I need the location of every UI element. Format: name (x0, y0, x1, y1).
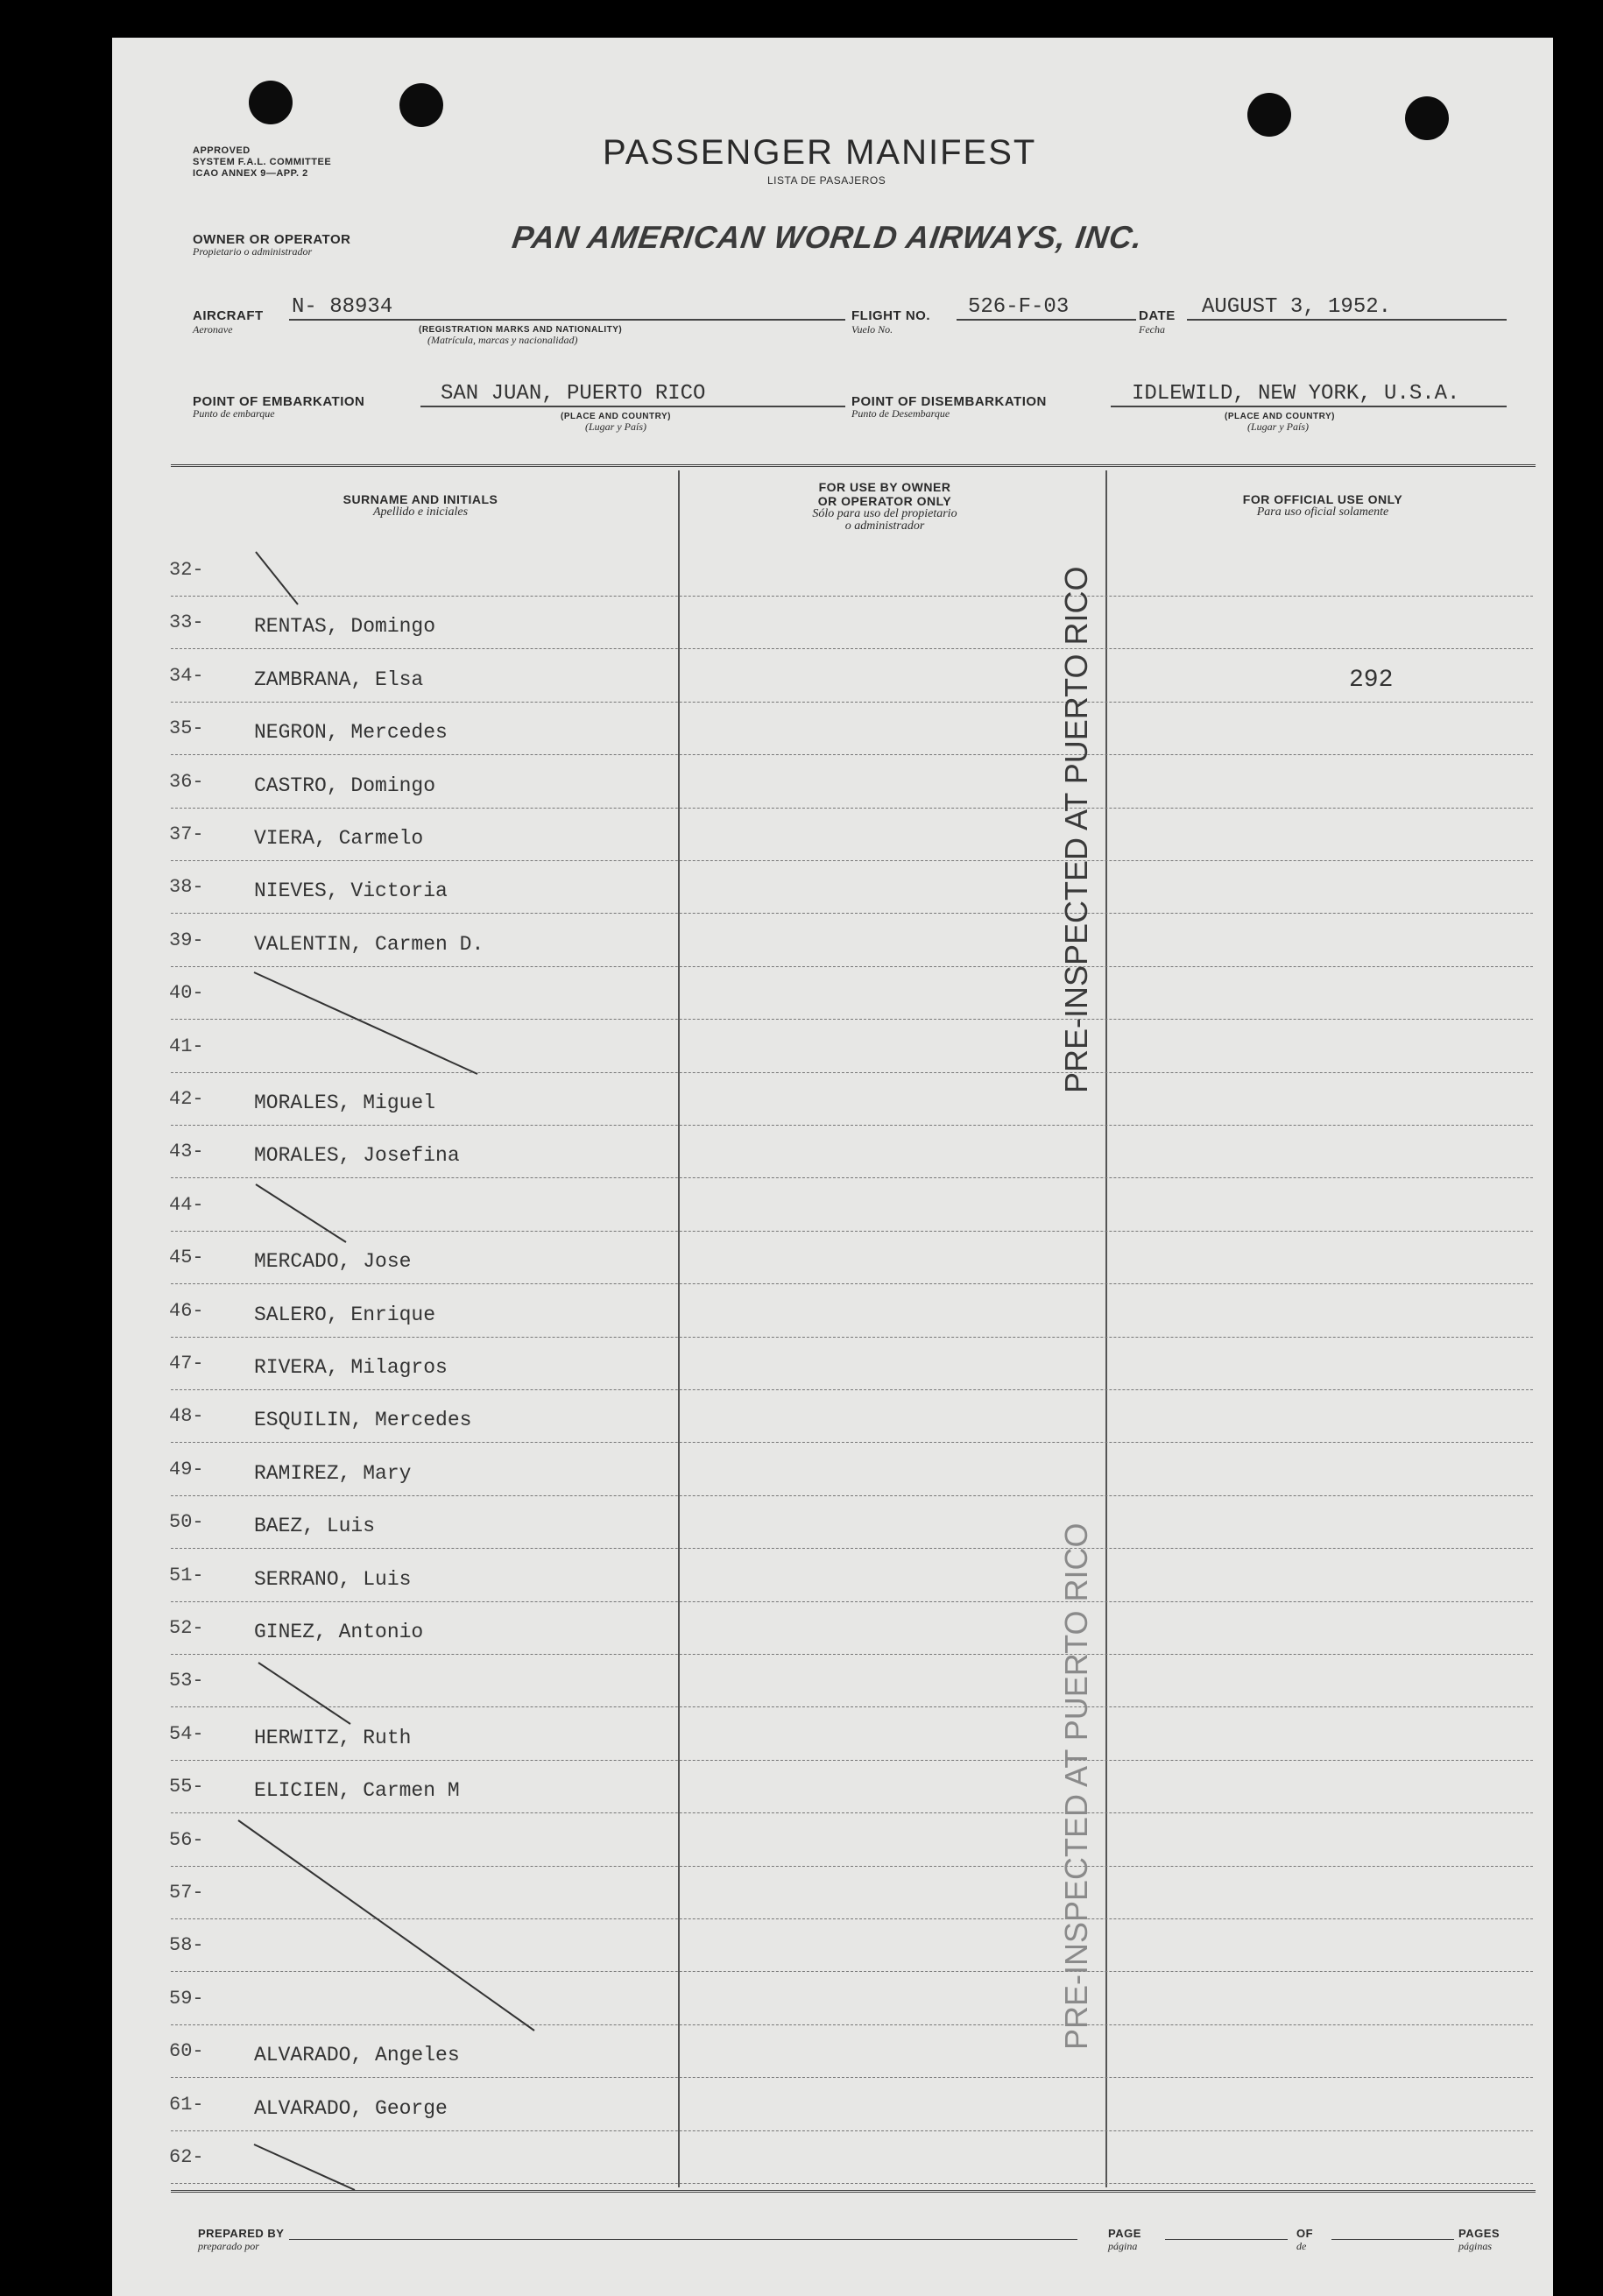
strike-line-56-59 (238, 1820, 534, 2031)
row-number: 54- (169, 1722, 204, 1745)
passenger-name: HERWITZ, Ruth (254, 1726, 412, 1749)
date-label-es: Fecha (1139, 323, 1165, 336)
passenger-name: MORALES, Miguel (254, 1091, 436, 1114)
of-block (1296, 2227, 1313, 2252)
row-number: 55- (169, 1776, 204, 1798)
row-number: 57- (169, 1882, 204, 1904)
disembark-value: IDLEWILD, NEW YORK, U.S.A. (1132, 382, 1460, 406)
passenger-name: ALVARADO, Angeles (254, 2044, 460, 2067)
page-label-es: página (1108, 2240, 1138, 2252)
flight-label: FLIGHT NO. (851, 308, 930, 323)
passenger-name: MERCADO, Jose (254, 1250, 412, 1274)
disembark-note: (PLACE AND COUNTRY) (1225, 412, 1335, 421)
row-number: 47- (169, 1353, 204, 1374)
strike-line-40-41 (254, 972, 477, 1074)
disembark-label-es: Punto de Desembarque (851, 407, 950, 420)
passenger-name: GINEZ, Antonio (254, 1621, 424, 1643)
page-block (1108, 2227, 1141, 2252)
row-number: 59- (169, 1987, 204, 2010)
passenger-name: RENTAS, Domingo (254, 615, 436, 639)
row-number: 53- (169, 1670, 204, 1692)
passenger-name: NIEVES, Victoria (254, 880, 448, 903)
flight-value: 526-F-03 (968, 295, 1070, 319)
passenger-name: ESQUILIN, Mercedes (254, 1409, 472, 1432)
col-header-owner-es-1: Sólo para uso del propietario (812, 507, 957, 520)
row-number: 41- (169, 1035, 204, 1057)
embark-label-es: Punto de embarque (193, 407, 275, 420)
row-number: 36- (169, 770, 204, 793)
row-number: 56- (169, 1828, 204, 1851)
aircraft-label: AIRCRAFT (193, 308, 264, 323)
col-header-official-es: Para uso oficial solamente (1256, 505, 1389, 519)
row-number: 51- (169, 1564, 204, 1586)
pages-label: PAGES (1458, 2227, 1501, 2240)
page-subtitle: LISTA DE PASAJEROS (767, 174, 886, 187)
passenger-name: ELICIEN, Carmen M (254, 1779, 460, 1803)
col-header-surname-es: Apellido e iniciales (372, 505, 469, 519)
approved-line-3: ICAO ANNEX 9—APP. 2 (193, 168, 308, 179)
strike-line-44 (256, 1184, 346, 1242)
row-number: 34- (169, 664, 204, 687)
row-number: 32- (169, 559, 204, 581)
row-number: 52- (169, 1617, 204, 1639)
page-title: PASSENGER MANIFEST (603, 133, 1037, 172)
date-label: DATE (1139, 308, 1176, 323)
embark-value: SAN JUAN, PUERTO RICO (441, 382, 706, 406)
row-number: 44- (169, 1193, 204, 1216)
passenger-name: VIERA, Carmelo (254, 827, 424, 850)
passenger-name: NEGRON, Mercedes (254, 721, 448, 745)
row-number: 50- (169, 1511, 204, 1534)
passenger-name: BAEZ, Luis (254, 1515, 376, 1538)
date-value: AUGUST 3, 1952. (1202, 295, 1392, 319)
col-header-surname-en: SURNAME AND INITIALS (342, 492, 498, 506)
of-label: OF (1296, 2227, 1314, 2240)
prepared-by-block (198, 2227, 284, 2252)
page-underline (1165, 2239, 1288, 2240)
row-number: 60- (169, 2040, 204, 2063)
embark-note-es: (Lugar y País) (585, 420, 646, 433)
passenger-name: VALENTIN, Carmen D. (254, 932, 484, 956)
col-header-owner-en-1: FOR USE BY OWNER (818, 480, 951, 494)
of-underline (1331, 2239, 1454, 2240)
row-number: 37- (169, 823, 204, 845)
pages-block (1458, 2227, 1500, 2252)
passenger-name: ZAMBRANA, Elsa (254, 668, 424, 691)
prepared-by-underline (289, 2239, 1077, 2240)
row-number: 38- (169, 876, 204, 899)
owner-label-es: Propietario o administrador (193, 245, 313, 258)
row-number: 42- (169, 1088, 204, 1110)
embark-label: POINT OF EMBARKATION (193, 394, 365, 409)
row-number: 39- (169, 929, 204, 951)
row-number: 46- (169, 1299, 204, 1322)
row-number: 45- (169, 1247, 204, 1269)
preinspected-stamp-lower: PRE-INSPECTED AT PUERTO RICO (1058, 1522, 1094, 2050)
row-number: 58- (169, 1934, 204, 1957)
prepared-by-label-es: preparado por (198, 2240, 259, 2252)
row-number: 33- (169, 611, 204, 634)
passenger-name: RIVERA, Milagros (254, 1356, 448, 1379)
col-header-owner-en-2: OR OPERATOR ONLY (817, 494, 952, 508)
passenger-name: MORALES, Josefina (254, 1144, 460, 1168)
page-label: PAGE (1108, 2227, 1141, 2240)
row-number: 62- (169, 2146, 204, 2168)
owner-label: OWNER OR OPERATOR (193, 232, 351, 247)
disembark-note-es: (Lugar y País) (1247, 420, 1309, 433)
aircraft-note-es: (Matrícula, marcas y nacionalidad) (427, 334, 578, 346)
strike-line-62 (254, 2144, 355, 2190)
row-number: 40- (169, 982, 204, 1005)
col-header-official-en: FOR OFFICIAL USE ONLY (1242, 492, 1403, 506)
aircraft-label-es: Aeronave (193, 323, 233, 336)
row-number: 48- (169, 1405, 204, 1428)
passenger-name: SALERO, Enrique (254, 1303, 436, 1326)
preinspected-stamp-upper: PRE-INSPECTED AT PUERTO RICO (1058, 566, 1094, 1093)
prepared-by-label: PREPARED BY (198, 2227, 285, 2240)
aircraft-value: N- 88934 (292, 295, 393, 319)
passenger-name: CASTRO, Domingo (254, 774, 436, 797)
aircraft-note: (REGISTRATION MARKS AND NATIONALITY) (419, 325, 623, 335)
passenger-name: RAMIREZ, Mary (254, 1461, 412, 1485)
strike-line-32 (256, 552, 298, 604)
pages-label-es: páginas (1458, 2240, 1493, 2252)
passenger-name: ALVARADO, George (254, 2096, 448, 2120)
strike-line-53 (258, 1663, 350, 1724)
approved-line-1: APPROVED (193, 145, 251, 156)
row-number: 43- (169, 1141, 204, 1163)
row-number: 35- (169, 717, 204, 740)
row-number: 61- (169, 2093, 204, 2116)
embark-note: (PLACE AND COUNTRY) (561, 412, 671, 421)
approved-line-2: SYSTEM F.A.L. COMMITTEE (193, 157, 332, 167)
passenger-name: SERRANO, Luis (254, 1567, 412, 1591)
owner-value: PAN AMERICAN WORLD AIRWAYS, INC. (510, 219, 1146, 255)
flight-label-es: Vuelo No. (851, 323, 893, 336)
official-code: 292 (1349, 666, 1394, 694)
row-number: 49- (169, 1458, 204, 1480)
disembark-label: POINT OF DISEMBARKATION (851, 394, 1047, 409)
col-header-owner-es-2: o administrador (844, 519, 925, 533)
of-label-es: de (1296, 2240, 1307, 2252)
